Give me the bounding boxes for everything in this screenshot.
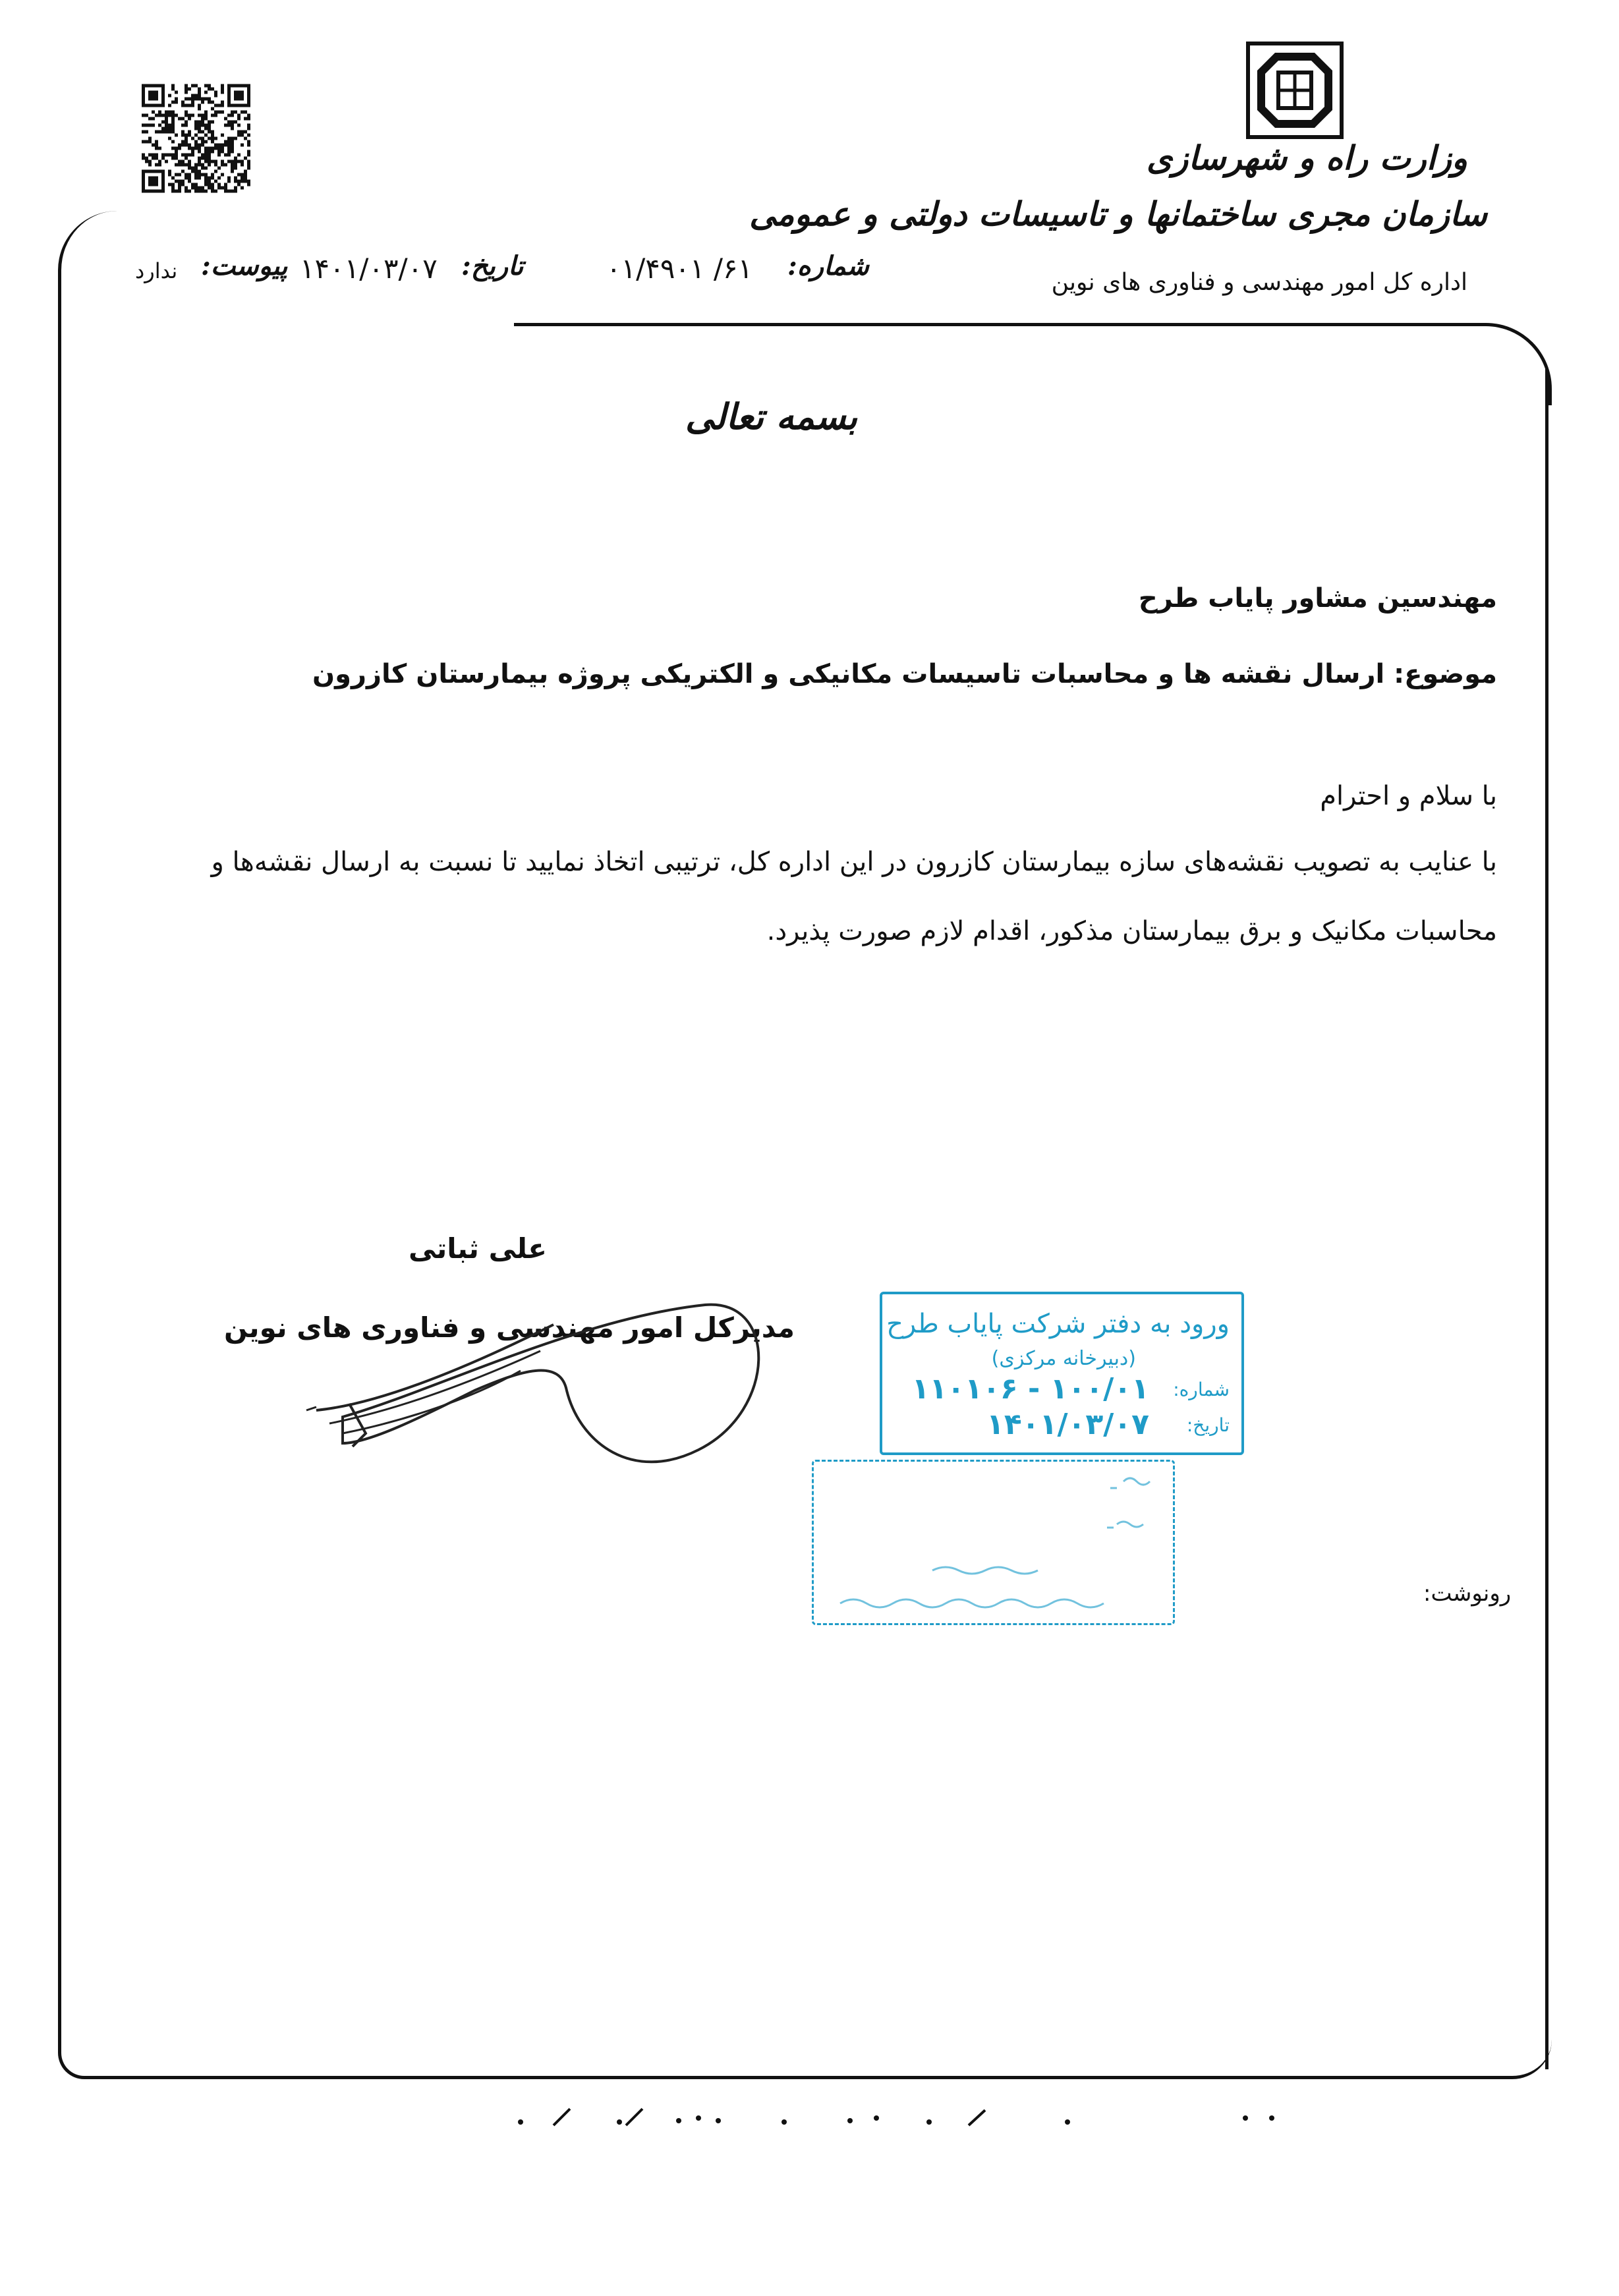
body-paragraph-line-1: با عنایب به تصویب نقشه‌های سازه بیمارستان کازرون در این اداره کل، ترتیبی اتخاذ نمایید تا نسبت به ارسال نقشه‌ها و [211, 847, 1497, 877]
footer-scan-marks [507, 2102, 1298, 2129]
bismillah-heading: بسمه تعالی [685, 395, 858, 438]
letter-frame [58, 211, 1552, 2079]
number-label: شماره: [787, 250, 869, 281]
stamp-number-label: شماره: [1173, 1379, 1230, 1400]
attachment-label: پیوست: [201, 250, 288, 281]
stamp-subtitle: (دبیرخانه مرکزی) [991, 1347, 1136, 1370]
signer-name: علی ثباتی [409, 1232, 547, 1265]
attachment-value: ندارد [135, 258, 178, 283]
stamp-number-value: ۱۰۰/۰۱ - ۱۱۰۱۰۶ [911, 1372, 1149, 1406]
handwritten-signature [303, 1292, 778, 1503]
stamp-date-value: ۱۴۰۱/۰۳/۰۷ [986, 1408, 1149, 1441]
subject-line: موضوع: ارسال نقشه ها و محاسبات تاسیسات مکانیکی و الکتریکی پروژه بیمارستان کازرون [312, 659, 1497, 689]
entry-stamp [880, 1292, 1244, 1455]
letter-frame-right [1545, 369, 1548, 2069]
greeting: با سلام و احترام [1320, 781, 1497, 811]
ministry-logo [1245, 41, 1344, 140]
ministry-name: وزارت راه و شهرسازی [1147, 138, 1467, 177]
date-label: تاریخ: [461, 250, 524, 281]
letter-date: ۱۴۰۱/۰۳/۰۷ [300, 252, 438, 285]
cc-label: رونوشت: [1423, 1580, 1512, 1607]
body-paragraph-line-2: محاسبات مکانیک و برق بیمارستان مذکور، اقدام لازم صورت پذیرد. [766, 916, 1497, 946]
letter-number: ۶۱/ ۰۱/۴۹۰۱ [606, 252, 753, 285]
stamp-date-label: تاریخ: [1186, 1414, 1230, 1436]
qr-code-icon [142, 82, 250, 194]
faded-stamp [812, 1460, 1175, 1625]
organization-name: سازمان مجری ساختمانها و تاسیسات دولتی و عمومی [749, 194, 1487, 233]
department-name: اداره کل امور مهندسی و فناوری های نوین [1051, 269, 1467, 296]
letter-frame-top-right [514, 323, 1552, 405]
recipient: مهندسین مشاور پایاب طرح [1138, 583, 1497, 614]
stamp-title: ورود به دفتر شرکت پایاب طرح [886, 1309, 1230, 1339]
signer-title: مدیرکل امور مهندسی و فناوری های نوین [224, 1311, 795, 1344]
